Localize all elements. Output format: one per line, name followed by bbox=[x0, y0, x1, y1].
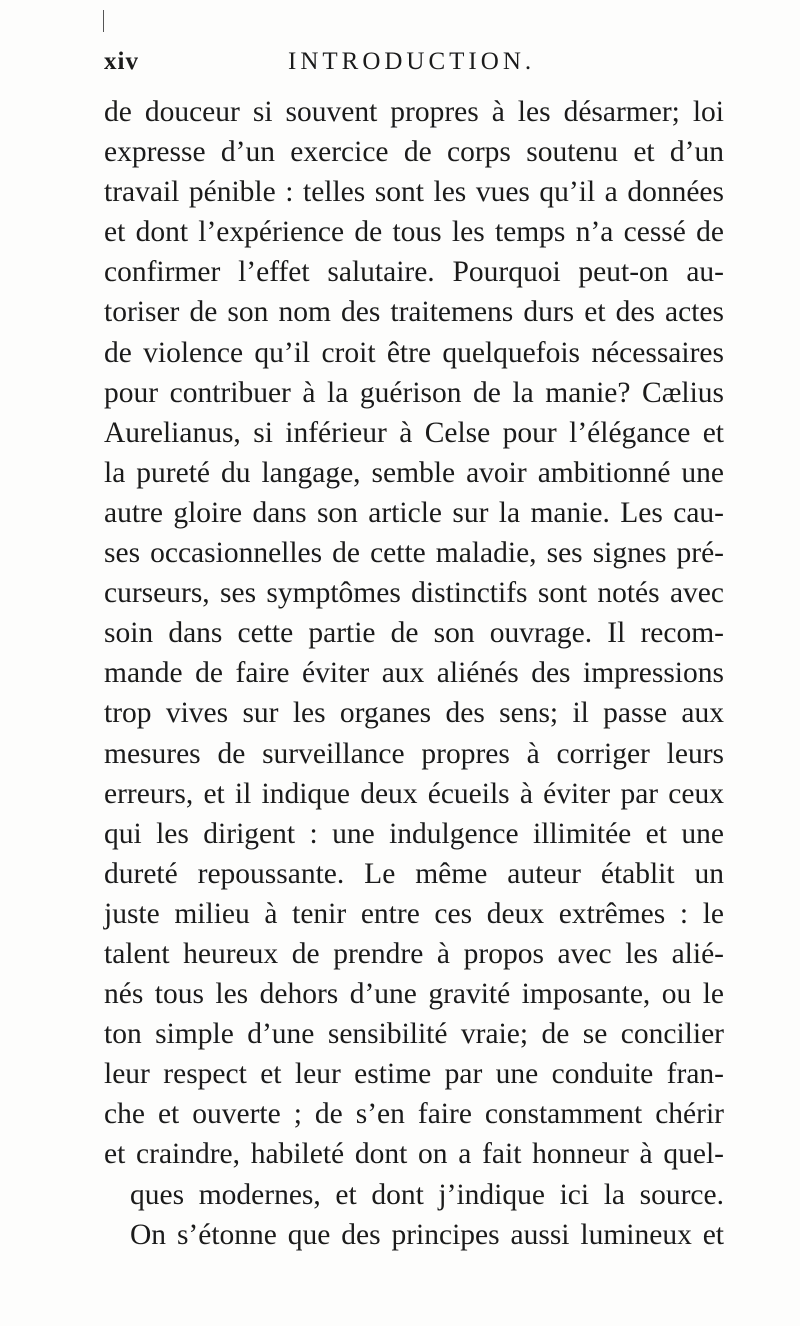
text-line: de violence qu’il croit être quelquefois nécessaires bbox=[104, 336, 724, 369]
text-line: che et ouverte ; de s’en faire constamment chérir bbox=[104, 1098, 724, 1131]
text-line: leur respect et leur estime par une conduite fran- bbox=[104, 1058, 724, 1091]
page-header bbox=[104, 48, 724, 82]
running-head: INTRODUCTION. bbox=[288, 48, 536, 75]
text-line: la pureté du langage, semble avoir ambitionné une bbox=[104, 456, 724, 489]
text-line: expresse d’un exercice de corps soutenu et d’un bbox=[104, 136, 724, 169]
text-line: confirmer l’effet salutaire. Pourquoi peut-on au- bbox=[104, 256, 724, 289]
text-line: nés tous les dehors d’une gravité imposante, ou le bbox=[104, 978, 724, 1011]
text-line: erreurs, et il indique deux écueils à éviter par ceux bbox=[104, 777, 724, 810]
text-line: soin dans cette partie de son ouvrage. Il recom- bbox=[104, 617, 724, 650]
body-text bbox=[104, 92, 724, 1255]
text-line: ton simple d’une sensibilité vraie; de se concilier bbox=[104, 1018, 724, 1051]
text-line: de douceur si souvent propres à les désarmer; loi bbox=[104, 96, 724, 128]
text-line: qui les dirigent : une indulgence illimitée et une bbox=[104, 817, 724, 850]
text-line: toriser de son nom des traitemens durs et des actes bbox=[104, 296, 724, 329]
text-line: pour contribuer à la guérison de la manie? Cælius bbox=[104, 376, 724, 409]
text-line: ses occasionnelles de cette maladie, ses signes pré- bbox=[104, 537, 724, 570]
text-line: ques modernes, et dont j’indique ici la source. bbox=[130, 1178, 724, 1211]
text-line: mande de faire éviter aux aliénés des impressions bbox=[104, 657, 724, 690]
text-line: talent heureux de prendre à propos avec les alié- bbox=[104, 937, 724, 970]
text-line: Aurelianus, si inférieur à Celse pour l’élégance et bbox=[104, 416, 724, 449]
text-line: dureté repoussante. Le même auteur établit un bbox=[104, 857, 724, 890]
text-line: curseurs, ses symptômes distinctifs sont notés avec bbox=[104, 577, 724, 610]
text-line: et craindre, habileté dont on a fait honneur à quel- bbox=[104, 1138, 724, 1171]
text-line: travail pénible : telles sont les vues qu’il a données bbox=[104, 176, 724, 209]
page-number: xiv bbox=[104, 48, 139, 75]
text-line: juste milieu à tenir entre ces deux extrêmes : le bbox=[104, 897, 724, 930]
text-line: trop vives sur les organes des sens; il passe aux bbox=[104, 697, 724, 730]
text-line: On s’étonne que des principes aussi lumineux et bbox=[130, 1218, 724, 1251]
margin-tick-mark bbox=[103, 10, 104, 32]
text-line: mesures de surveillance propres à corriger leurs bbox=[104, 737, 724, 770]
text-line: et dont l’expérience de tous les temps n’a cessé de bbox=[104, 216, 724, 249]
text-line: autre gloire dans son article sur la manie. Les cau- bbox=[104, 496, 724, 529]
